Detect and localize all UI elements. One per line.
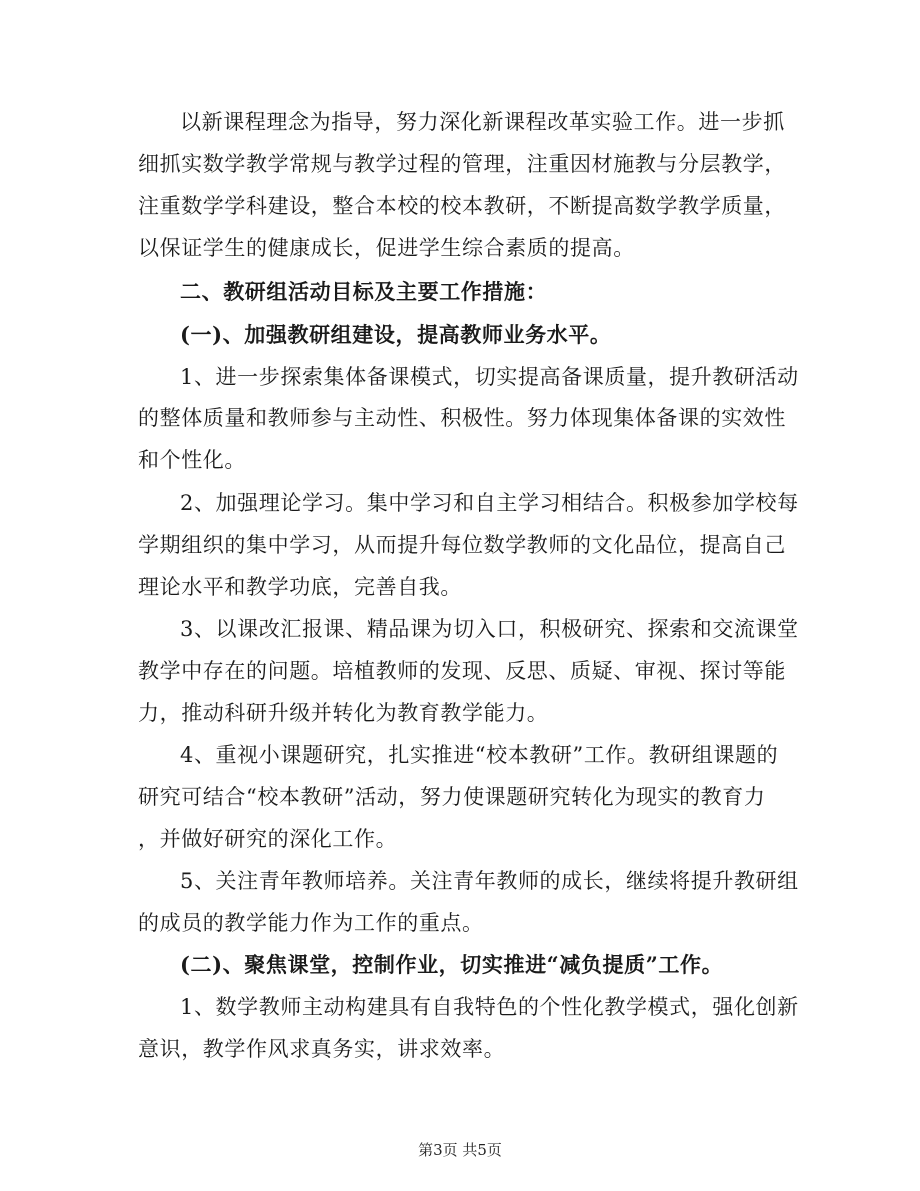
paragraph-line: 教学中存在的问题。培植教师的发现、反思、质疑、审视、探讨等能 bbox=[138, 659, 786, 683]
paragraph-line: 1、进一步探索集体备课模式，切实提高备课质量，提升教研活动 bbox=[180, 365, 799, 389]
paragraph-line: 3、以课改汇报课、精品课为切入口，积极研究、探索和交流课堂 bbox=[180, 617, 799, 641]
subsection-heading: (一)、加强教研组建设，提高教师业务水平。 bbox=[180, 322, 612, 347]
paragraph-line: 5、关注青年教师培养。关注青年教师的成长，继续将提升教研组 bbox=[180, 869, 799, 893]
paragraph-line: 1、数学教师主动构建具有自我特色的个性化教学模式，强化创新 bbox=[180, 995, 799, 1019]
paragraph-line: 意识，教学作风求真务实，讲求效率。 bbox=[138, 1037, 506, 1061]
paragraph-line: 细抓实数学教学常规与教学过程的管理，注重因材施教与分层教学， bbox=[138, 152, 786, 176]
paragraph-line: 研究可结合“校本教研”活动，努力使课题研究转化为现实的教育力 bbox=[138, 785, 766, 809]
section-heading: 二、教研组活动目标及主要工作措施： bbox=[180, 279, 548, 304]
paragraph-line: 理论水平和教学功底，完善自我。 bbox=[138, 575, 462, 599]
paragraph-line: 力，推动科研升级并转化为教育教学能力。 bbox=[138, 701, 549, 725]
page-number-footer: 第3页 共5页 bbox=[418, 1141, 502, 1159]
paragraph-line: 4、重视小课题研究，扎实推进“校本教研”工作。教研组课题的 bbox=[180, 743, 779, 767]
subsection-heading: (二)、聚焦课堂，控制作业，切实推进“减负提质”工作。 bbox=[180, 952, 724, 977]
paragraph-line: 注重数学学科建设，整合本校的校本教研，不断提高数学教学质量， bbox=[138, 194, 786, 218]
paragraph-line: 的整体质量和教师参与主动性、积极性。努力体现集体备课的实效性 bbox=[138, 406, 786, 430]
paragraph-line: 以保证学生的健康成长，促进学生综合素质的提高。 bbox=[138, 236, 635, 260]
paragraph-line: 2、加强理论学习。集中学习和自主学习相结合。积极参加学校每 bbox=[180, 491, 799, 515]
paragraph-line: 和个性化。 bbox=[138, 448, 246, 472]
paragraph-line: ，并做好研究的深化工作。 bbox=[138, 827, 398, 851]
paragraph-line: 学期组织的集中学习，从而提升每位数学教师的文化品位，提高自己 bbox=[138, 533, 786, 557]
paragraph-line: 的成员的教学能力作为工作的重点。 bbox=[138, 911, 484, 935]
paragraph-line: 以新课程理念为指导，努力深化新课程改革实验工作。进一步抓 bbox=[180, 110, 785, 134]
